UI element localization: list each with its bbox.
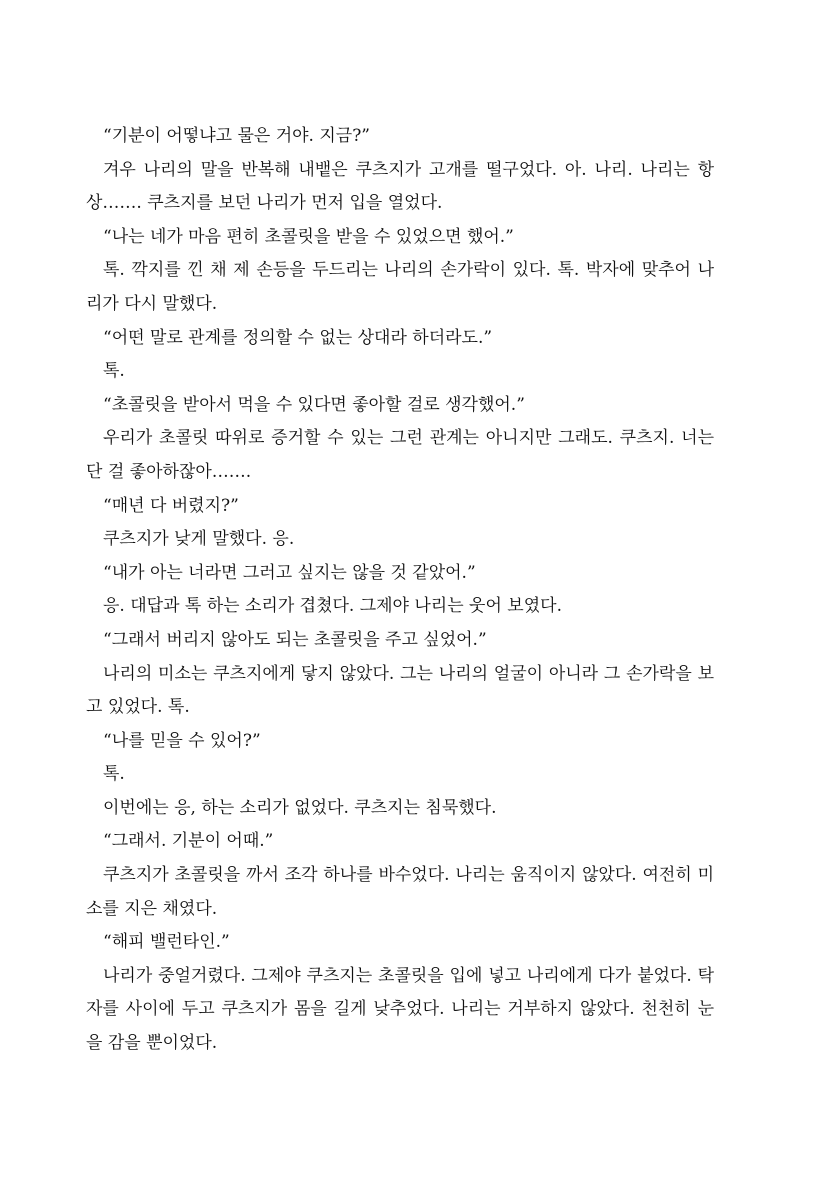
- paragraph: “해피 밸런타인.”: [103, 932, 230, 953]
- paragraph: “그래서 버리지 않아도 되는 초콜릿을 주고 싶었어.”: [103, 629, 487, 650]
- paragraph: 톡.: [103, 764, 125, 785]
- paragraph: 쿠츠지가 초콜릿을 까서 조각 하나를 바수었다. 나리는 움직이지 않았다. 여전히 미소를 지은 채였다.: [86, 865, 714, 919]
- paragraph: 쿠츠지가 낮게 말했다. 응.: [103, 529, 295, 550]
- paragraph: “나는 네가 마음 편히 초콜릿을 받을 수 있었으면 했어.”: [103, 226, 514, 247]
- paragraph: 겨우 나리의 말을 반복해 내뱉은 쿠츠지가 고개를 떨구었다. 아. 나리. 나리는 항상……. 쿠츠지를 보던 나리가 먼저 입을 열었다.: [86, 159, 714, 214]
- paragraph: “그래서. 기분이 어때.”: [103, 831, 274, 852]
- paragraph: 나리의 미소는 쿠츠지에게 닿지 않았다. 그는 나리의 얼굴이 아니라 그 손가락을 보고 있었다. 톡.: [86, 663, 714, 718]
- paragraph: 우리가 초콜릿 따위로 증거할 수 있는 그런 관계는 아니지만 그래도. 쿠츠지. 너는 단 걸 좋아하잖아…….: [86, 428, 714, 482]
- paragraph: “기분이 어떻냐고 물은 거야. 지금?”: [103, 126, 371, 146]
- paragraph: 톡.: [103, 361, 125, 382]
- paragraph: “초콜릿을 받아서 먹을 수 있다면 좋아할 걸로 생각했어.”: [103, 394, 525, 415]
- paragraph: “내가 아는 너라면 그러고 싶지는 않을 것 같았어.”: [103, 562, 476, 583]
- paragraph: “나를 믿을 수 있어?”: [103, 730, 261, 751]
- paragraph: 응. 대답과 톡 하는 소리가 겹쳤다. 그제야 나리는 웃어 보였다.: [103, 596, 562, 617]
- paragraph: 나리가 중얼거렸다. 그제야 쿠츠지는 초콜릿을 입에 넣고 나리에게 다가 붙었다. 탁자를 사이에 두고 쿠츠지가 몸을 길게 낮추었다. 나리는 거부하지 않았다. 천천히 눈을 감을 뿐이었다.: [86, 965, 714, 1054]
- story-text: [86, 120, 714, 1061]
- paragraph: 톡. 깍지를 낀 채 제 손등을 두드리는 나리의 손가락이 있다. 톡. 박자에 맞추어 나리가 다시 말했다.: [86, 260, 714, 314]
- paragraph: “매년 다 버렸지?”: [103, 495, 239, 516]
- paragraph: 이번에는 응, 하는 소리가 없었다. 쿠츠지는 침묵했다.: [103, 797, 497, 818]
- paragraph: “어떤 말로 관계를 정의할 수 없는 상대라 하더라도.”: [103, 327, 493, 348]
